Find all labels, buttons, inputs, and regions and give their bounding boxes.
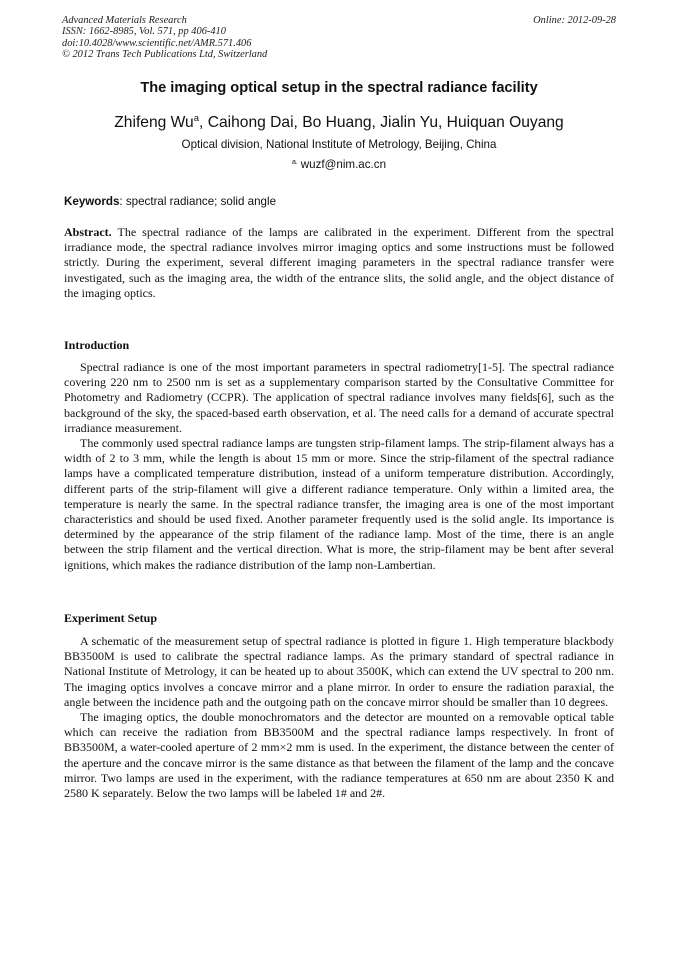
introduction-paragraph-2: The commonly used spectral radiance lamps are tungsten strip-filament lamps. The strip-filament always has a width of 2 to 3 mm, while the length is about 15 mm or more. Since the strip-filament of the spectral radiance lamps have a complicated temperature distribution, instead of a uniform temperature distribution. Accordingly, different parts of the strip-filament will give a different radiance temperature. Only within a limited area, the temperature is nearly the same. In the spectral radiance transfer, the imaging area is one of the most important characteristics and should be used fixed. Another parameter frequently used is the solid angle. Its importance is determined by the appearance of the strip filament of the radiance lamp. Most of the time, there is an angle between the strip filament and the vertical direction. What is more, the strip-filament may be bent after several ignitions, which makes the radiance distribution of the lamp non-Lambertian. [64, 436, 614, 572]
introduction-heading: Introduction [64, 338, 130, 352]
online-date: Online: 2012-09-28 [533, 15, 616, 26]
copyright-line: © 2012 Trans Tech Publications Ltd, Switzerland [62, 49, 268, 61]
abstract-label: Abstract. [64, 225, 112, 239]
author-list [62, 113, 616, 132]
experiment-body [64, 634, 614, 801]
issn-line: ISSN: 1662-8985, Vol. 571, pp 406-410 [62, 26, 226, 38]
affiliation: Optical division, National Institute of Metrology, Beijing, China [181, 138, 497, 151]
abstract-text: The spectral radiance of the lamps are calibrated in the experiment. Different from the spectral irradiance mode, the spectral radiance involves mirror imaging optics and some instructions must be followed strictly. During the experiment, several different imaging parameters in the spectral radiance transfer were investigated, such as the imaging area, the width of the entrance slits, the solid angle, and the object distance of the imaging optics. [64, 225, 614, 300]
abstract [64, 225, 614, 301]
author-affiliation-mark: a [193, 113, 200, 124]
email-mark: a. [291, 159, 298, 166]
paper-title: The imaging optical setup in the spectral radiance facility [140, 80, 538, 96]
contact-email [62, 158, 616, 171]
keywords-text: : spectral radiance; solid angle [119, 195, 277, 208]
keywords-label: Keywords [64, 195, 120, 208]
other-authors: , Caihong Dai, Bo Huang, Jialin Yu, Huiquan Ouyang [199, 114, 564, 131]
introduction-paragraph-1: Spectral radiance is one of the most important parameters in spectral radiometry[1-5]. The spectral radiance covering 220 nm to 2500 nm is set as a supplementary comparison started by the Consultative Committee for Photometry and Radiometry (CCPR). The application of spectral radiance involves many fields[6], such as the background of the sky, the spaced-based earth observation, et al. The need calls for a demand of accurate spectral irradiance measurement. [64, 360, 614, 435]
email-address: wuzf@nim.ac.cn [300, 158, 387, 171]
experiment-paragraph-1: A schematic of the measurement setup of spectral radiance is plotted in figure 1. High temperature blackbody BB3500M is used to calibrate the spectral radiance lamps. As the primary standard of spectral radiance in National Institute of Metrology, it can be heated up to about 3500K, which can extend the UV spectral to 200 nm. The imaging optics involves a concave mirror and a plane mirror. In order to ensure the radiation paraxial, the angle between the incidence path and the outgoing path on the concave mirror should be smaller than 10 degrees. [64, 634, 614, 709]
first-author: Zhifeng Wu [114, 114, 194, 131]
experiment-heading: Experiment Setup [64, 611, 157, 625]
journal-name: Advanced Materials Research [62, 15, 187, 26]
introduction-body [64, 360, 614, 573]
keywords [64, 195, 276, 208]
experiment-paragraph-2: The imaging optics, the double monochromators and the detector are mounted on a removable optical table which can receive the radiation from BB3500M and the spectral radiance lamps respectively. In front of BB3500M, a water-cooled aperture of 2 mm×2 mm is used. In the experiment, the distance between the center of the aperture and the concave mirror is the same distance as that between the filament of the lamp and the concave mirror. Two lamps are used in the experiment, with the radiance temperatures at 650 nm are about 2350 K and 2580 K separately. Below the two lamps will be labeled 1# and 2#. [64, 710, 614, 801]
doi-line: doi:10.4028/www.scientific.net/AMR.571.406 [62, 37, 252, 49]
journal-header [62, 15, 616, 61]
